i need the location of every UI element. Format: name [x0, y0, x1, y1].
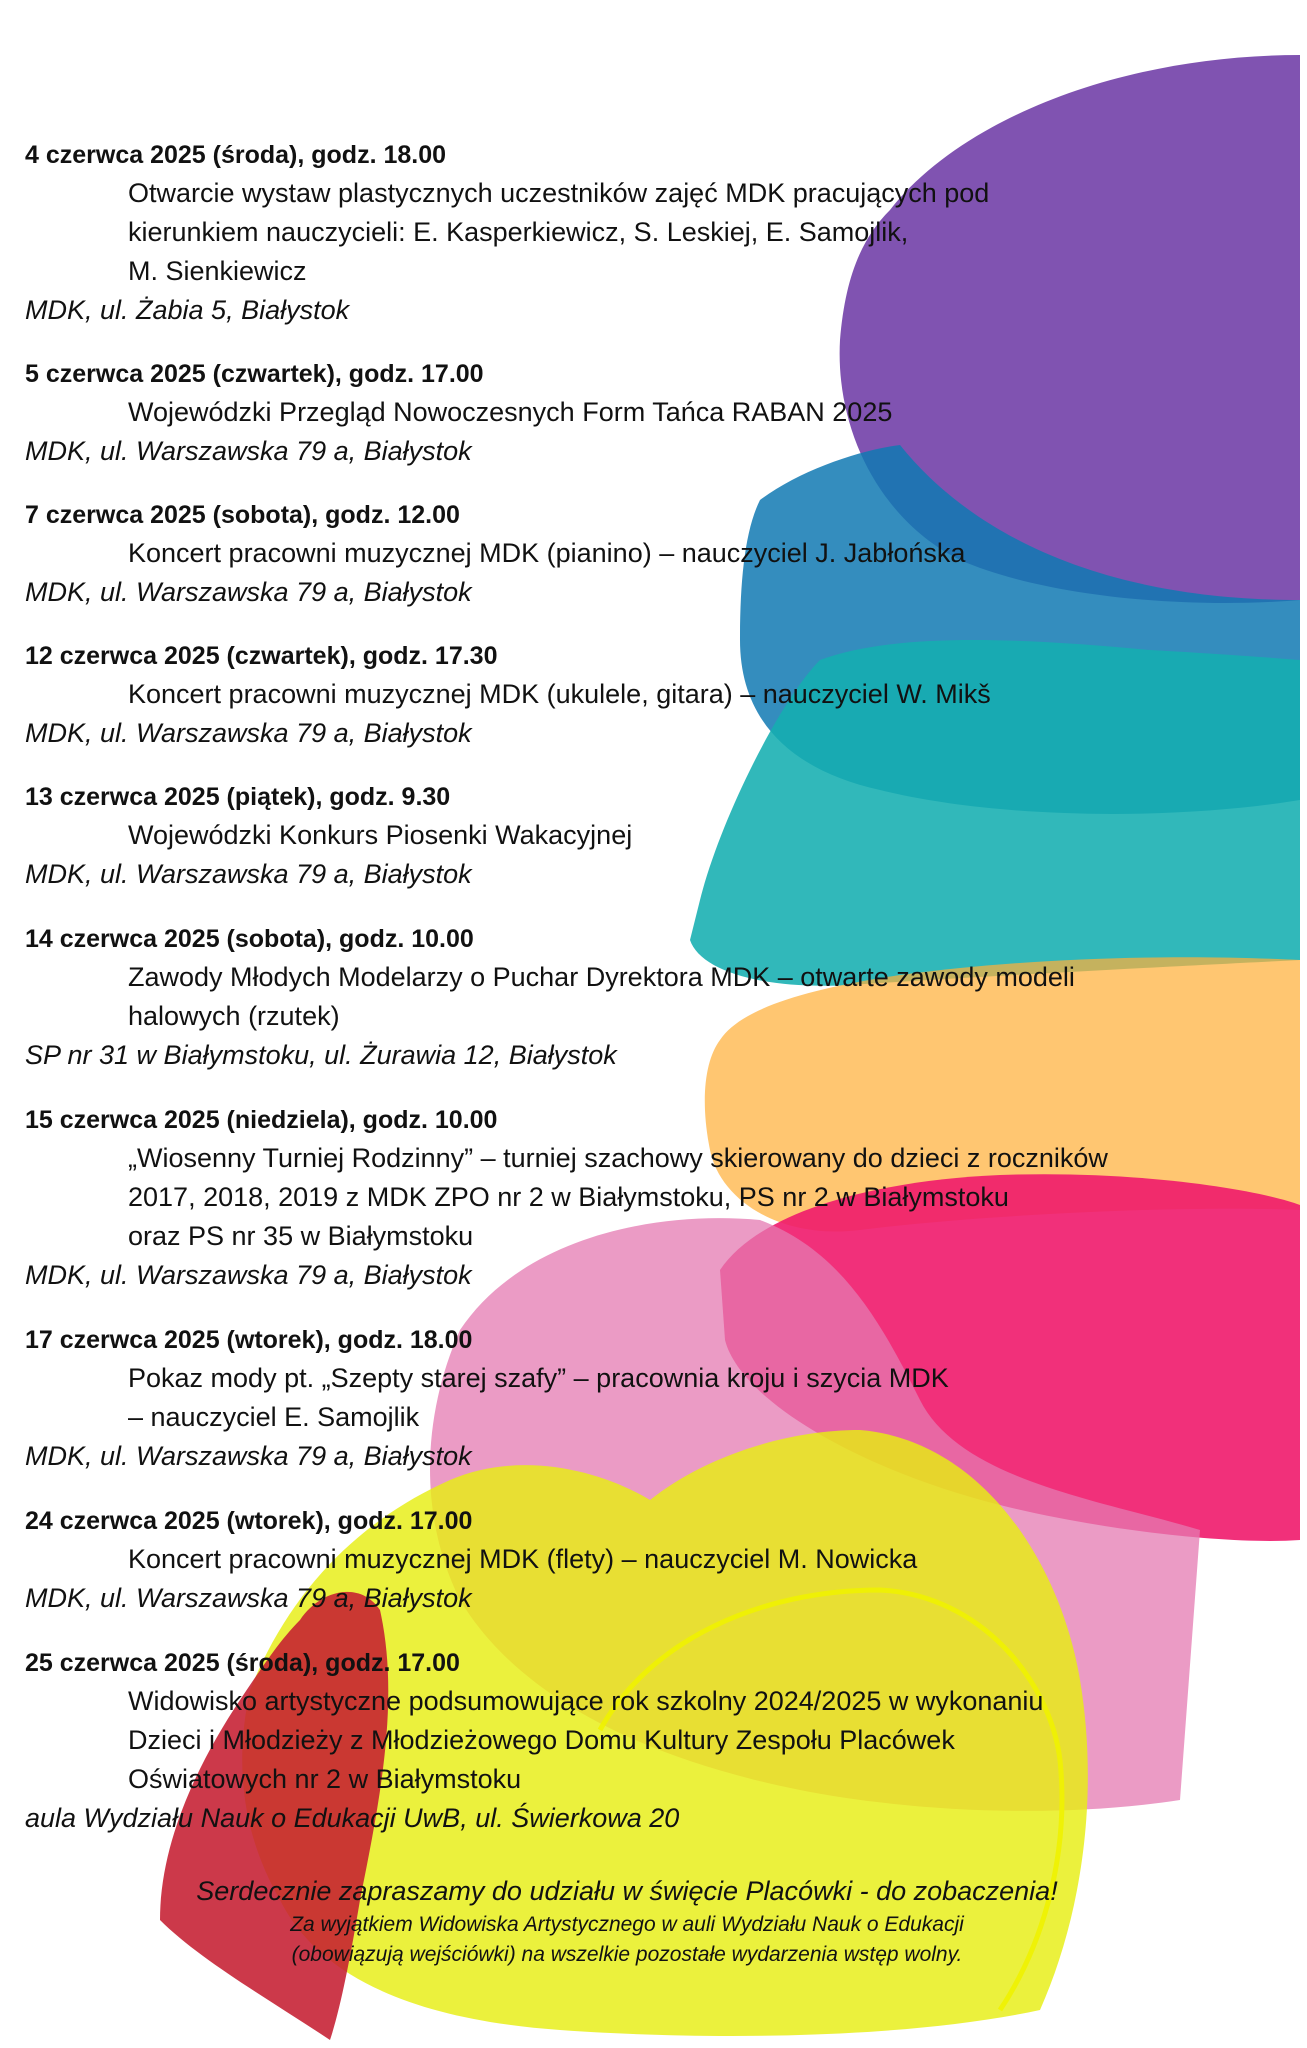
event-venue: MDK, ul. Warszawska 79 a, Białystok — [25, 1441, 472, 1471]
event-item — [25, 778, 1265, 894]
event-date: 12 czerwca 2025 (czwartek), godz. 17.30 — [25, 642, 498, 670]
event-description-line: Otwarcie wystaw plastycznych uczestników zajęć MDK pracujących pod — [128, 178, 990, 208]
event-item — [25, 920, 1265, 1075]
event-description-line: Koncert pracowni muzycznej MDK (ukulele, gitara) – nauczyciel W. Mikš — [128, 679, 991, 709]
event-date: 13 czerwca 2025 (piątek), godz. 9.30 — [25, 783, 451, 811]
event-item — [25, 1644, 1265, 1838]
event-venue: MDK, ul. Żabia 5, Białystok — [25, 295, 350, 325]
event-date: 7 czerwca 2025 (sobota), godz. 12.00 — [25, 501, 460, 529]
event-date: 14 czerwca 2025 (sobota), godz. 10.00 — [25, 925, 474, 953]
event-venue: aula Wydziału Nauk o Edukacji UwB, ul. Świerkowa 20 — [25, 1803, 680, 1833]
event-description-line: M. Sienkiewicz — [128, 256, 307, 286]
event-description-line: Wojewódzki Przegląd Nowoczesnych Form Tańca RABAN 2025 — [128, 397, 893, 427]
closing-message — [0, 1872, 1254, 1970]
event-description-line: Dzieci i Młodzieży z Młodzieżowego Domu Kultury Zespołu Placówek — [128, 1725, 955, 1755]
event-venue: MDK, ul. Warszawska 79 a, Białystok — [25, 1583, 472, 1613]
event-item — [25, 355, 1265, 471]
event-description-line: Oświatowych nr 2 w Białymstoku — [128, 1764, 522, 1794]
event-venue: SP nr 31 w Białymstoku, ul. Żurawia 12, Białystok — [25, 1040, 617, 1070]
admission-note-line: (obowiązują wejściówki) na wszelkie pozostałe wydarzenia wstęp wolny. — [291, 1943, 963, 1966]
invitation-text: Serdecznie zapraszamy do udziału w święcie Placówki - do zobaczenia! — [196, 1876, 1058, 1906]
admission-note-line: Za wyjątkiem Widowiska Artystycznego w auli Wydziału Nauk o Edukacji — [290, 1913, 964, 1936]
event-description-line: Koncert pracowni muzycznej MDK (pianino) – nauczyciel J. Jabłońska — [128, 538, 966, 568]
event-description-line: Pokaz mody pt. „Szepty starej szafy” – pracownia kroju i szycia MDK — [128, 1363, 949, 1393]
event-description-line: kierunkiem nauczycieli: E. Kasperkiewicz, S. Leskiej, E. Samojlik, — [128, 217, 909, 247]
event-venue: MDK, ul. Warszawska 79 a, Białystok — [25, 718, 472, 748]
event-item — [25, 136, 1265, 330]
event-date: 17 czerwca 2025 (wtorek), godz. 18.00 — [25, 1326, 473, 1354]
event-item — [25, 637, 1265, 753]
event-description-line: Zawody Młodych Modelarzy o Puchar Dyrektora MDK – otwarte zawody modeli — [128, 962, 1075, 992]
event-description-line: – nauczyciel E. Samojlik — [128, 1402, 420, 1432]
event-description-line: Widowisko artystyczne podsumowujące rok szkolny 2024/2025 w wykonaniu — [128, 1686, 1044, 1716]
event-date: 5 czerwca 2025 (czwartek), godz. 17.00 — [25, 360, 484, 388]
event-description-line: 2017, 2018, 2019 z MDK ZPO nr 2 w Białymstoku, PS nr 2 w Białymstoku — [128, 1182, 1009, 1212]
event-date: 15 czerwca 2025 (niedziela), godz. 10.00 — [25, 1106, 498, 1134]
event-item — [25, 1101, 1265, 1295]
event-venue: MDK, ul. Warszawska 79 a, Białystok — [25, 1260, 472, 1290]
event-description-line: halowych (rzutek) — [128, 1001, 340, 1031]
event-description-line: Wojewódzki Konkurs Piosenki Wakacyjnej — [128, 820, 633, 850]
event-description-line: „Wiosenny Turniej Rodzinny” – turniej szachowy skierowany do dzieci z roczników — [128, 1143, 1108, 1173]
event-item — [25, 1321, 1265, 1476]
event-date: 24 czerwca 2025 (wtorek), godz. 17.00 — [25, 1507, 473, 1535]
event-venue: MDK, ul. Warszawska 79 a, Białystok — [25, 436, 472, 466]
event-description-line: Koncert pracowni muzycznej MDK (flety) – nauczyciel M. Nowicka — [128, 1544, 918, 1574]
event-description-line: oraz PS nr 35 w Białymstoku — [128, 1221, 474, 1251]
event-date: 4 czerwca 2025 (środa), godz. 18.00 — [25, 141, 447, 169]
event-venue: MDK, ul. Warszawska 79 a, Białystok — [25, 577, 472, 607]
event-item — [25, 1502, 1265, 1618]
event-venue: MDK, ul. Warszawska 79 a, Białystok — [25, 859, 472, 889]
event-date: 25 czerwca 2025 (środa), godz. 17.00 — [25, 1649, 460, 1677]
event-item — [25, 496, 1265, 612]
